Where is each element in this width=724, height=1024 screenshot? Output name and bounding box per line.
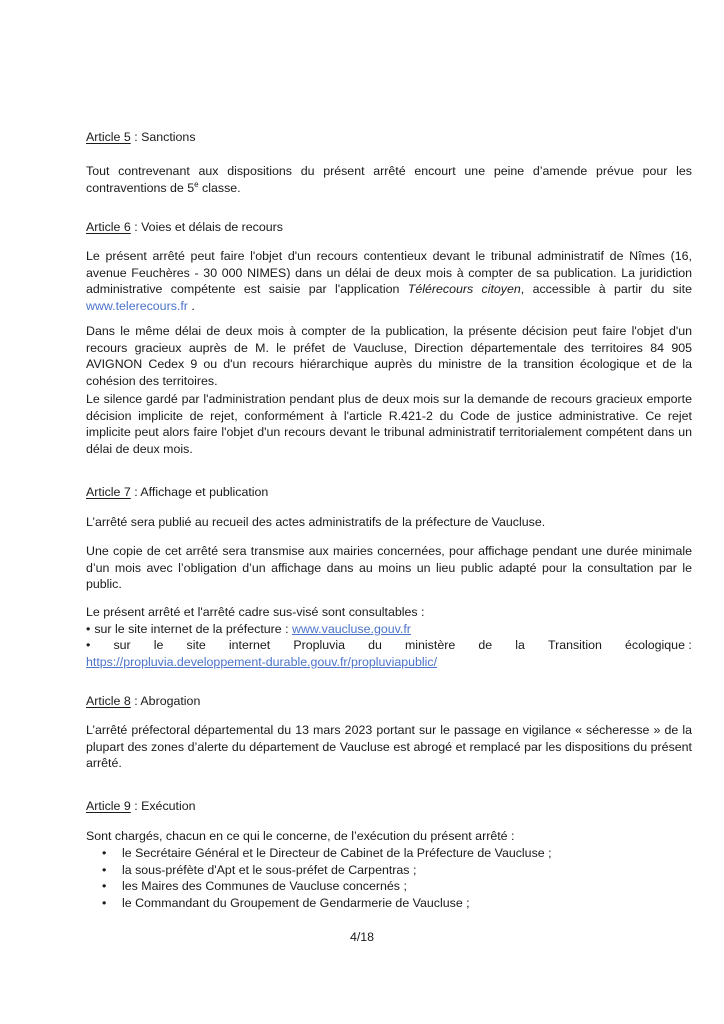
propluvia-word: Propluvia bbox=[293, 638, 345, 653]
article-8-title: : Abrogation bbox=[130, 694, 201, 708]
propluvia-word: le bbox=[153, 638, 164, 653]
page-number: 4/18 bbox=[349, 930, 375, 944]
propluvia-word: ministère bbox=[404, 638, 456, 653]
article-7-heading bbox=[86, 484, 692, 501]
article-5-text-end: classe. bbox=[198, 180, 241, 195]
propluvia-word: internet bbox=[228, 638, 271, 653]
article-7-consultation-block bbox=[86, 604, 692, 670]
prefecture-site-line bbox=[86, 621, 692, 638]
article-6-title: : Voies et délais de recours bbox=[130, 220, 283, 234]
bullet-1: • bbox=[86, 621, 91, 636]
propluvia-word: du bbox=[368, 638, 382, 653]
article-6-label: Article 6 bbox=[86, 220, 131, 234]
article-5-text: Tout contrevenant aux dispositions du présent arrêté encourt une peine d’amende prévue pour les contraventions de 5 bbox=[86, 164, 692, 195]
article-9-label: Article 9 bbox=[86, 799, 131, 813]
article-5-title: : Sanctions bbox=[130, 130, 196, 144]
list-item: • les Maires des Communes de Vaucluse concernés ; bbox=[86, 878, 692, 895]
article-5-superscript: e bbox=[194, 179, 199, 189]
article-6-paragraph-3: Le silence gardé par l'administration pendant plus de deux mois sur la demande de recours gracieux emporte décision implicite de rejet, conformément à l'article R.421-2 du Code de justice administrative. Ce rejet implicite peut alors faire l'objet d'un recours devant le tribunal administratif territorialement compétent dans un délai de deux mois. bbox=[86, 392, 692, 456]
article-8-label: Article 8 bbox=[86, 694, 131, 708]
article-8-heading bbox=[86, 693, 692, 710]
article-7-paragraph-2: Une copie de cet arrêté sera transmise aux mairies concernées, pour affichage pendant une durée minimale d’un mois avec l’obligation d’un affichage dans au moins un lieu public adapté pour la consultation par le public. bbox=[86, 544, 692, 592]
article-7-title: : Affichage et publication bbox=[130, 485, 269, 499]
article-6-heading bbox=[86, 219, 692, 236]
article-9-title: : Exécution bbox=[130, 799, 196, 813]
telerecours-app-name: Télérecours citoyen bbox=[407, 282, 521, 297]
article-6-paragraph-2: Dans le même délai de deux mois à compter de la publication, la présente décision peut faire l'objet d'un recours gracieux auprès de M. le préfet de Vaucluse, Direction départementale des territoires 84 905 AVIGNON Cedex 9 ou d'un recours hiérarchique auprès du ministre de la transition écologique et de la cohésion des territoires. bbox=[86, 324, 692, 388]
article-8-paragraph: L’arrêté préfectoral départemental du 13 mars 2023 portant sur le passage en vigilance « sécheresse » de la plupart des zones d’alerte du département de Vaucluse est abrogé et remplacé par les dispositions du présent arrêté. bbox=[86, 723, 692, 771]
list-item: • le Commandant du Groupement de Gendarmerie de Vaucluse ; bbox=[86, 895, 692, 912]
article-9-intro: Sont chargés, chacun en ce qui le concerne, de l’exécution du présent arrêté : bbox=[86, 829, 515, 843]
list-item: • le Secrétaire Général et le Directeur de Cabinet de la Préfecture de Vaucluse ; bbox=[86, 845, 692, 862]
article-6-p1-text-2: , accessible à partir du site bbox=[520, 282, 692, 297]
article-5-heading bbox=[86, 129, 692, 146]
article-9-list bbox=[86, 845, 692, 911]
propluvia-word: Transition bbox=[547, 638, 602, 653]
article-6-p1-end: . bbox=[187, 298, 195, 313]
article-6-p1-text: Le présent arrêté peut faire l'objet d'un recours contentieux devant le tribunal administratif de Nîmes (16, avenue Feuchères - 30 000 NIMES) dans un délai de deux mois à compter de sa publication. La juridiction administrative compétente est saisie par l'application bbox=[86, 249, 692, 297]
article-7-consultation-intro: Le présent arrêté et l'arrêté cadre sus-visé sont consultables : bbox=[86, 605, 425, 619]
propluvia-word: site bbox=[186, 638, 206, 653]
article-7-paragraph-1: L’arrêté sera publié au recueil des actes administratifs de la préfecture de Vaucluse. bbox=[86, 515, 546, 529]
propluvia-link[interactable]: https://propluvia.developpement-durable.gouv.fr/propluviapublic/ bbox=[86, 654, 438, 669]
propluvia-word: la bbox=[515, 638, 525, 653]
article-6-paragraph-1 bbox=[86, 248, 692, 314]
telerecours-link[interactable]: www.telerecours.fr bbox=[86, 298, 188, 313]
article-7-label: Article 7 bbox=[86, 485, 131, 499]
propluvia-site-line bbox=[86, 637, 692, 654]
bullet-2: • bbox=[86, 638, 91, 653]
article-9-heading bbox=[86, 798, 692, 815]
vaucluse-gouv-link[interactable]: www.vaucluse.gouv.fr bbox=[292, 621, 411, 636]
list-item: • la sous-préfète d'Apt et le sous-préfet de Carpentras ; bbox=[86, 862, 692, 879]
prefecture-site-text: sur le site internet de la préfecture : bbox=[94, 621, 293, 636]
article-5-label: Article 5 bbox=[86, 130, 131, 144]
propluvia-word: de bbox=[478, 638, 493, 653]
propluvia-word: sur bbox=[113, 638, 131, 653]
article-5-paragraph bbox=[86, 163, 692, 196]
propluvia-word: écologique : bbox=[625, 638, 692, 653]
